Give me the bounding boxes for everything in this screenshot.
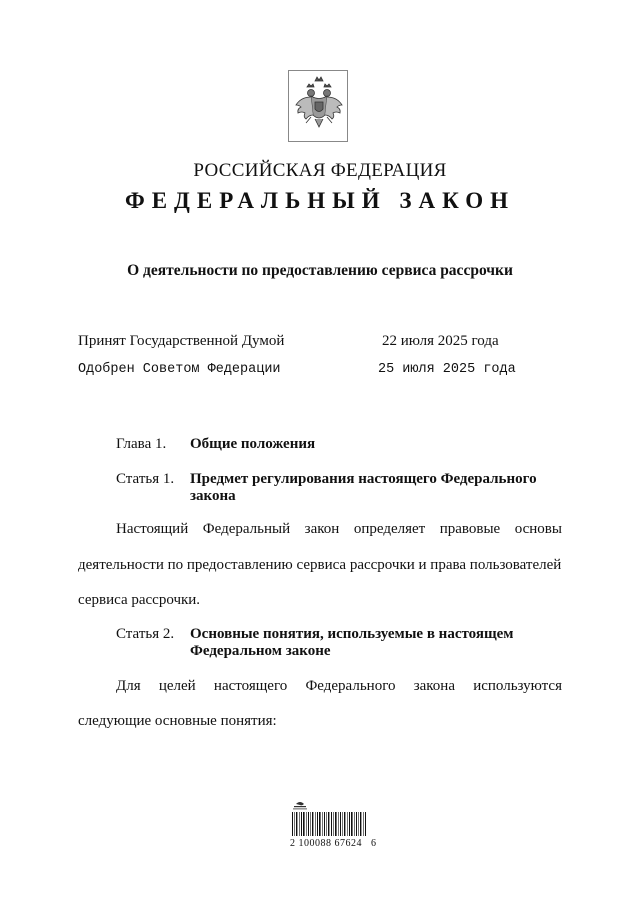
article-1-title	[190, 471, 560, 505]
word: закон	[304, 521, 340, 537]
approved-date: 25 июля 2025 года	[378, 362, 516, 377]
document-type: ФЕДЕРАЛЬНЫЙ ЗАКОН	[124, 188, 516, 213]
law-subject-title: О деятельности по предоставлению сервиса рассрочки	[127, 262, 513, 279]
chapter-title: Общие положения	[190, 436, 316, 452]
russian-coat-of-arms-icon	[289, 71, 349, 143]
word: правовые	[439, 521, 501, 537]
article-2-title-line-1: Основные понятия, используемые в настоящем	[190, 626, 514, 642]
word: Для	[116, 678, 141, 694]
article-1-body-line-2: деятельности по предоставлению сервиса рассрочки и права пользователей	[78, 557, 562, 573]
chapter-label: Глава 1.	[116, 436, 167, 452]
article-1-label: Статья 1.	[116, 471, 175, 487]
article-1-body-line-1	[116, 521, 562, 538]
article-2-title-line-2: Федеральном законе	[190, 643, 331, 659]
word: Федеральный	[202, 521, 291, 537]
article-1-body-line-3: сервиса рассрочки.	[78, 592, 201, 608]
article-1-title-line-2: закона	[190, 488, 236, 504]
word: целей	[158, 678, 196, 694]
word: определяет	[353, 521, 426, 537]
word: используются	[473, 678, 562, 694]
word: настоящего	[213, 678, 288, 694]
barcode-icon	[288, 800, 378, 860]
word: Настоящий	[116, 521, 189, 537]
barcode-number: 2 100088 67624 6	[290, 838, 377, 849]
article-2-body-line-1	[116, 678, 562, 695]
approved-by-federation-council-label: Одобрен Советом Федерации	[78, 362, 281, 377]
barcode-graphic	[288, 800, 378, 840]
article-2-body-line-2: следующие основные понятия:	[78, 713, 277, 729]
adopted-date: 22 июля 2025 года	[382, 333, 499, 349]
article-2-title	[190, 626, 560, 660]
article-1-title-line-1: Предмет регулирования настоящего Федерального	[190, 471, 537, 487]
word: основы	[514, 521, 562, 537]
word: закона	[413, 678, 455, 694]
country-name: РОССИЙСКАЯ ФЕДЕРАЦИЯ	[193, 160, 447, 181]
adopted-by-duma-label: Принят Государственной Думой	[78, 333, 285, 349]
coat-of-arms-frame	[288, 70, 348, 142]
article-2-label: Статья 2.	[116, 626, 175, 642]
word: Федерального	[305, 678, 396, 694]
